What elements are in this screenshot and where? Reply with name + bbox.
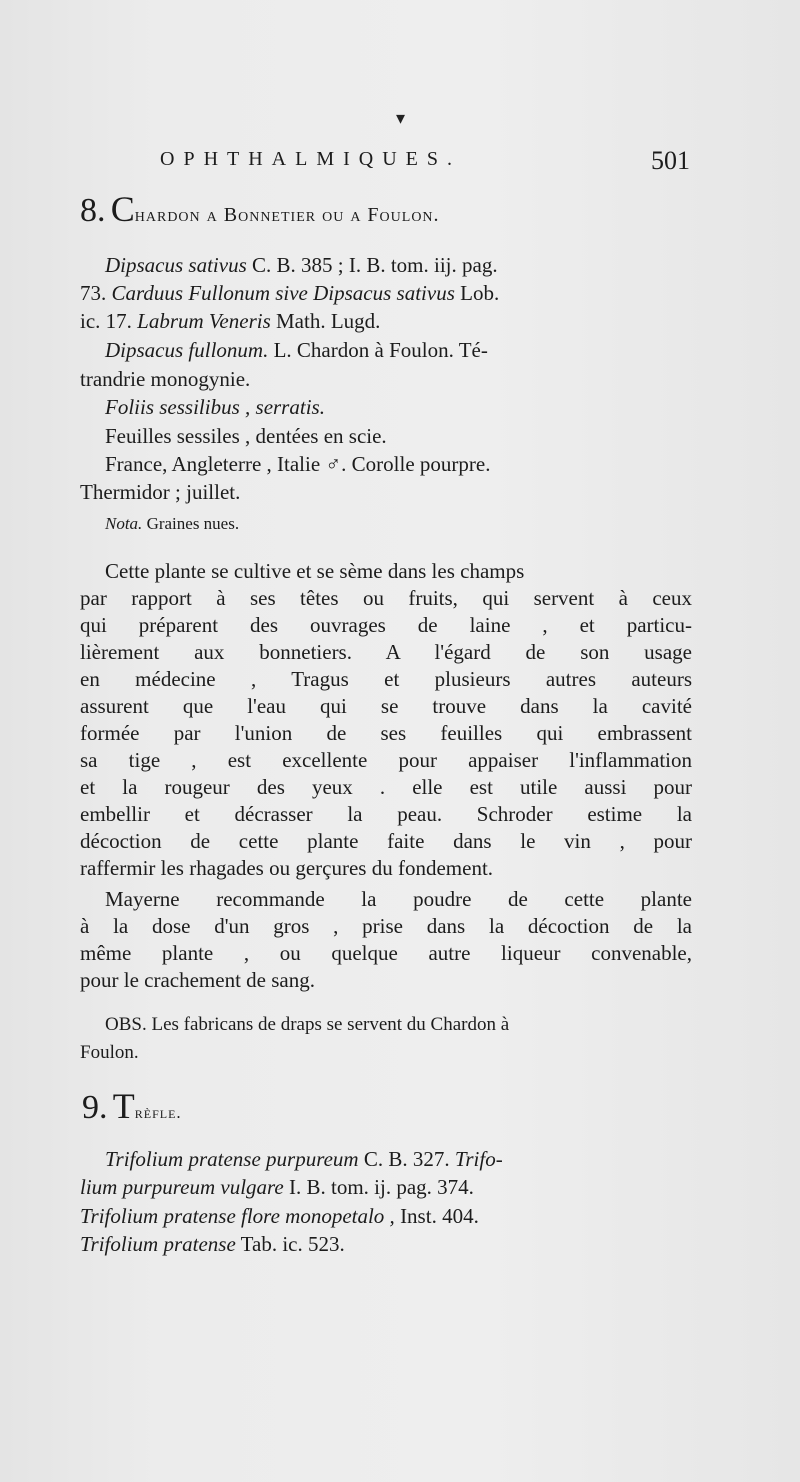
drop-initial: T — [112, 1086, 135, 1126]
para1-line: en médecine , Tragus et plusieurs autres auteurs — [80, 667, 692, 691]
observation-line: Foulon. — [80, 1042, 139, 1063]
entry-9-line-4: Trifolium pratense Tab. ic. 523. — [80, 1232, 345, 1256]
para1-line: qui préparent des ouvrages de laine , et particu- — [80, 613, 692, 637]
para1-line: et la rougeur des yeux . elle est utile aussi pour — [80, 775, 692, 799]
flowering-line: Thermidor ; juillet. — [80, 480, 241, 504]
entry-title: hardon a Bonnetier ou a Foulon. — [134, 204, 440, 226]
synonym-line-2: 73. Carduus Fullonum sive Dipsacus sativus Lob. — [80, 281, 500, 305]
para1-line: embellir et décrasser la peau. Schroder estime la — [80, 802, 692, 826]
leaf-french: Feuilles sessiles , dentées en scie. — [105, 424, 387, 448]
entry-9-line-3: Trifolium pratense flore monopetalo , Inst. 404. — [80, 1204, 479, 1228]
para1-line: Cette plante se cultive et se sème dans les champs — [105, 559, 525, 583]
entry-9-line-2: lium purpureum vulgare I. B. tom. ij. pag. 374. — [80, 1175, 474, 1199]
para1-line: décoction de cette plante faite dans le vin , pour — [80, 829, 692, 853]
entry-9-line-1: Trifolium pratense purpureum C. B. 327. Trifo- — [105, 1147, 503, 1171]
entry-number: 8. — [80, 192, 106, 229]
classification-line: trandrie monogynie. — [80, 367, 251, 391]
para2-line: même plante , ou quelque autre liqueur convenable, — [80, 941, 692, 965]
para1-line: par rapport à ses têtes ou fruits, qui servent à ceux — [80, 586, 692, 610]
linnaean-name-line: Dipsacus fullonum. L. Chardon à Foulon. Té- — [105, 338, 488, 362]
entry-number: 9. — [82, 1089, 108, 1126]
entry-8-heading — [80, 189, 692, 229]
para2-line: pour le crachement de sang. — [80, 968, 315, 992]
para2-line: à la dose d'un gros , prise dans la décoction de la — [80, 914, 692, 938]
para1-line: assurent que l'eau qui se trouve dans la cavité — [80, 694, 692, 718]
synonym-line-3: ic. 17. Labrum Veneris Math. Lugd. — [80, 309, 381, 333]
para1-line: sa tige , est excellente pour appaiser l'inflammation — [80, 748, 692, 772]
range-line: France, Angleterre , Italie ♂. Corolle pourpre. — [105, 452, 491, 476]
observation-line: OBS. Les fabricans de draps se servent du Chardon à — [105, 1014, 510, 1035]
entry-title: rèfle. — [134, 1103, 182, 1122]
para1-line: lièrement aux bonnetiers. A l'égard de son usage — [80, 640, 692, 664]
synonym-line-1: Dipsacus sativus C. B. 385 ; I. B. tom. iij. pag. — [105, 253, 498, 277]
nota-line: Nota. Graines nues. — [105, 514, 240, 533]
leaf-latin: Foliis sessilibus , serratis. — [105, 395, 325, 419]
printer-mark: ▾ — [396, 108, 406, 128]
entry-9-heading — [82, 1086, 694, 1126]
para1-line: raffermir les rhagades ou gerçures du fondement. — [80, 856, 494, 880]
para1-line: formée par l'union de ses feuilles qui embrassent — [80, 721, 692, 745]
running-title: OPHTHALMIQUES. — [160, 148, 461, 170]
page-header — [160, 148, 690, 178]
para2-line: Mayerne recommande la poudre de cette plante — [105, 887, 692, 911]
drop-initial: C — [110, 189, 135, 229]
page-number: 501 — [651, 146, 690, 175]
